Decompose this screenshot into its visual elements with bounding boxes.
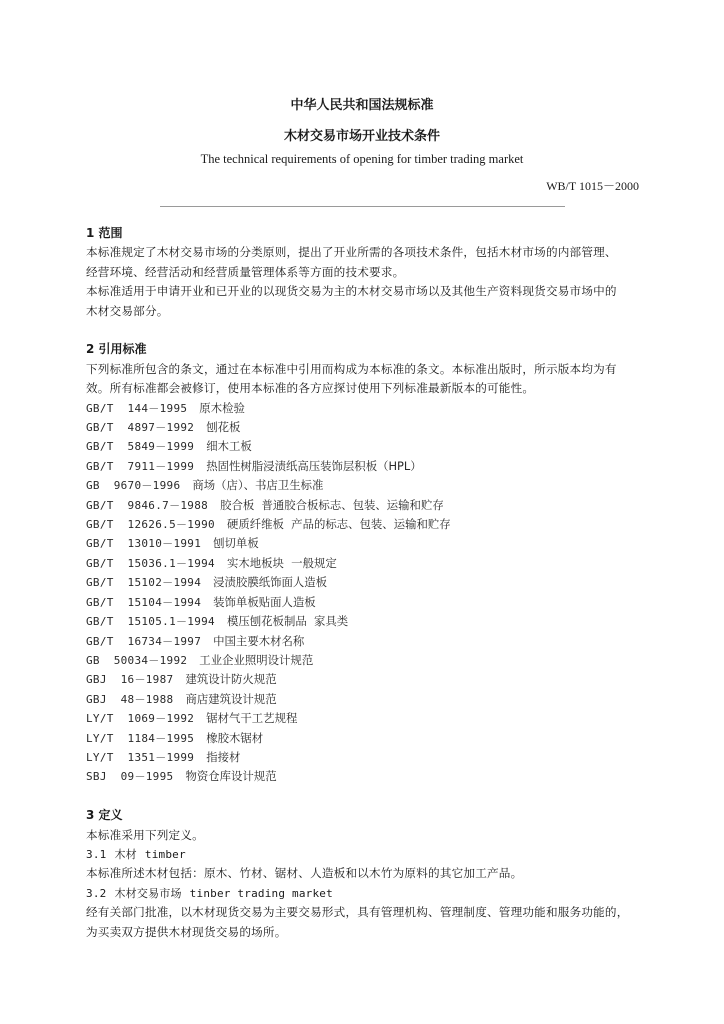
reference-item [86, 496, 646, 515]
reference-name: 刨切单板 [213, 536, 259, 551]
reference-code: GB/T 7911－1999 [86, 459, 195, 473]
reference-name: 商店建筑设计规范 [185, 691, 277, 706]
reference-name: 工业企业照明设计规范 [199, 652, 314, 667]
reference-code: GB/T 15104－1994 [86, 595, 202, 609]
standard-type-title: 中华人民共和国法规标准 [290, 98, 434, 113]
term-market-definition-line: 经有关部门批准，以木材现货交易为主要交易形式，具有管理机构、管理制度、管理功能和服务功能的， [86, 905, 629, 920]
term-number: 3.1 [86, 847, 107, 861]
reference-item [86, 534, 646, 553]
reference-item [86, 457, 646, 476]
reference-item [86, 573, 646, 592]
reference-name: 装饰单板贴面人造板 [213, 594, 316, 609]
term-english: timber [144, 847, 186, 861]
scope-line: 本标准适用于申请开业和已开业的以现货交易为主的木材交易市场以及其他生产资料现货交易市场中的 [86, 284, 617, 299]
reference-item [86, 437, 646, 456]
reference-code: GB/T 144－1995 [86, 401, 188, 415]
reference-item [86, 690, 646, 709]
reference-name: 胶合板 普通胶合板标志、包装、运输和贮存 [220, 497, 444, 512]
reference-name: 刨花板 [206, 420, 241, 435]
reference-item [86, 729, 646, 748]
reference-name: 浸渍胶膜纸饰面人造板 [213, 575, 328, 590]
section-heading-references: 2 引用标准 [86, 342, 147, 357]
reference-code: GB/T 15102－1994 [86, 576, 202, 590]
reference-code: GB/T 15105.1－1994 [86, 615, 215, 629]
document-body [86, 224, 646, 942]
reference-item [86, 554, 646, 573]
definitions-intro: 本标准采用下列定义。 [86, 827, 204, 842]
reference-code: GB/T 5849－1999 [86, 440, 195, 454]
reference-item [86, 632, 646, 651]
reference-code: GB/T 9846.7－1988 [86, 498, 209, 512]
reference-name: 模压刨花板制品 家具类 [226, 614, 349, 629]
reference-code: GB 9670－1996 [86, 479, 181, 493]
reference-name: 建筑设计防火规范 [185, 672, 277, 687]
reference-code: GB/T 4897－1992 [86, 421, 195, 435]
reference-name: 细木工板 [206, 439, 252, 454]
reference-name: 原木检验 [199, 400, 245, 415]
reference-name: 中国主要木材名称 [213, 633, 305, 648]
scope-line: 本标准规定了木材交易市场的分类原则，提出了开业所需的各项技术条件，包括木材市场的内部管理、 [86, 245, 617, 260]
reference-name: 橡胶木锯材 [206, 730, 264, 745]
reference-name: 热固性树脂浸渍纸高压装饰层积板（HPL） [206, 458, 422, 473]
reference-item [86, 651, 646, 670]
reference-code: GB/T 12626.5－1990 [86, 518, 215, 532]
reference-name: 物资仓库设计规范 [185, 769, 277, 784]
header-divider [160, 206, 565, 207]
reference-name: 锯材气干工艺规程 [206, 711, 298, 726]
references-intro-line: 效。所有标准都会被修订，使用本标准的各方应探讨使用下列标准最新版本的可能性。 [86, 381, 535, 396]
term-chinese: 木材交易市场 [114, 886, 182, 900]
reference-item [86, 399, 646, 418]
term-timber [86, 845, 646, 864]
reference-code: GB 50034－1992 [86, 653, 188, 667]
reference-item [86, 593, 646, 612]
reference-item [86, 515, 646, 534]
reference-code: LY/T 1184－1995 [86, 731, 195, 745]
reference-code: SBJ 09－1995 [86, 770, 174, 784]
term-timber-trading-market [86, 884, 646, 903]
term-timber-definition: 本标准所述木材包括：原木、竹材、锯材、人造板和以木竹为原料的其它加工产品。 [86, 866, 523, 881]
scope-line: 经营环境、经营活动和经营质量管理体系等方面的技术要求。 [86, 264, 405, 279]
reference-item [86, 748, 646, 767]
reference-code: GB/T 16734－1997 [86, 634, 202, 648]
document-title: 木材交易市场开业技术条件 [283, 129, 440, 144]
section-heading-definitions: 3 定义 [86, 808, 123, 823]
reference-name: 硬质纤维板 产品的标志、包装、运输和贮存 [226, 517, 451, 532]
term-english: tinber trading market [189, 886, 333, 900]
reference-code: LY/T 1351－1999 [86, 750, 195, 764]
references-intro-line: 下列标准所包含的条文，通过在本标准中引用而构成为本标准的条文。本标准出版时，所示版本均为有 [86, 361, 617, 376]
reference-code: GBJ 16－1987 [86, 673, 174, 687]
section-heading-scope: 1 范围 [86, 226, 123, 240]
reference-code: GB/T 13010－1991 [86, 537, 202, 551]
term-chinese: 木材 [114, 847, 137, 861]
reference-name: 指接材 [206, 749, 241, 764]
scope-line: 木材交易部分。 [86, 303, 169, 318]
reference-code: GB/T 15036.1－1994 [86, 556, 215, 570]
reference-item [86, 612, 646, 631]
reference-item [86, 476, 646, 495]
reference-name: 实木地板块 一般规定 [226, 555, 337, 570]
reference-item [86, 767, 646, 786]
term-number: 3.2 [86, 886, 107, 900]
reference-name: 商场（店）、书店卫生标准 [192, 478, 324, 493]
reference-item [86, 418, 646, 437]
reference-item [86, 670, 646, 689]
term-market-definition-line: 为买卖双方提供木材现货交易的场所。 [86, 924, 287, 939]
document-subtitle-english: The technical requirements of opening for timber trading market [200, 152, 524, 166]
standard-code: WB/T 1015－2000 [546, 179, 639, 193]
reference-code: GBJ 48－1988 [86, 692, 174, 706]
reference-code: LY/T 1069－1992 [86, 712, 195, 726]
reference-item [86, 709, 646, 728]
